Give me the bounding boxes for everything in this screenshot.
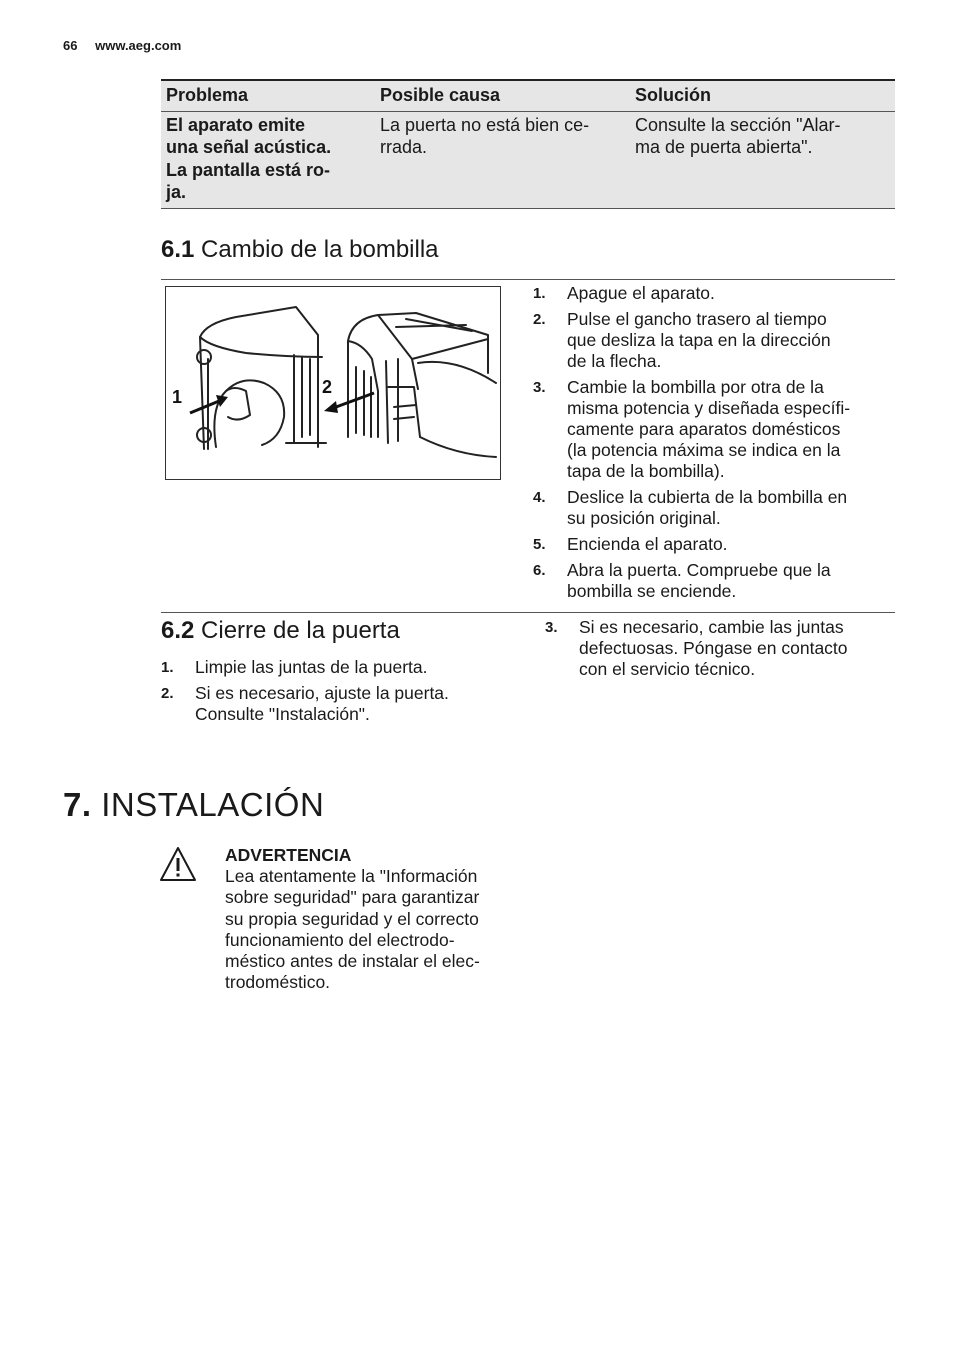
website-link[interactable]: www.aeg.com xyxy=(95,38,182,53)
section-divider xyxy=(161,279,895,280)
chapter-heading-installation: 7. INSTALACIÓN xyxy=(63,786,325,823)
column-header-cause: Posible causa xyxy=(375,80,630,111)
lamp-cover-drawing xyxy=(166,287,500,479)
list-item: 4. Deslice la cubierta de la bombilla en su posición original. xyxy=(533,487,848,528)
section-heading-6-2: 6.2 Cierre de la puerta xyxy=(161,617,400,644)
bulb-replacement-illustration xyxy=(165,286,501,480)
warning-icon xyxy=(158,845,198,888)
cell-problem: El aparato emite una señal acústica. La pantalla está ro- ja. xyxy=(161,111,375,208)
table-header-row xyxy=(161,80,895,111)
warning-title: ADVERTENCIA xyxy=(225,845,352,865)
list-item: 2. Si es necesario, ajuste la puerta. Consulte "Instalación". xyxy=(161,683,449,724)
bulb-steps-list xyxy=(533,283,885,607)
figure-label-1: 1 xyxy=(172,387,183,407)
list-item: 6. Abra la puerta. Compruebe que la bombilla se enciende. xyxy=(533,560,831,601)
list-item: 3. Si es necesario, cambie las juntas defectuosas. Póngase en contacto con el servicio técnico. xyxy=(545,617,848,679)
figure-label-2: 2 xyxy=(322,377,333,397)
troubleshooting-table xyxy=(161,79,895,209)
cell-cause: La puerta no está bien ce- rrada. xyxy=(375,111,630,208)
column-header-problem: Problema xyxy=(161,80,375,111)
list-item: 5. Encienda el aparato. xyxy=(533,534,728,554)
list-item: 1. Apague el aparato. xyxy=(533,283,715,303)
warning-text: Lea atentamente la "Información sobre seguridad" para garantizar su propia seguridad y el correcto funcionamiento del electrodo- méstico antes de instalar el elec- trodoméstico. xyxy=(225,866,480,993)
list-item: 3. Cambie la bombilla por otra de la misma potencia y diseñada específi- camente para aparatos domésticos (la potencia máxima se indica en la tapa de la bombilla). xyxy=(533,377,851,481)
list-item: 1. Limpie las juntas de la puerta. xyxy=(161,657,428,677)
cell-solution: Consulte la sección "Alar- ma de puerta abierta". xyxy=(630,111,895,208)
list-item: 2. Pulse el gancho trasero al tiempo que desliza la tapa en la dirección de la flecha. xyxy=(533,309,831,371)
page-number: 66 xyxy=(63,38,78,53)
section-heading-6-1: 6.1 Cambio de la bombilla xyxy=(161,236,439,263)
page-header xyxy=(63,38,181,53)
door-steps-list-left xyxy=(161,657,513,730)
door-steps-list-right xyxy=(545,617,890,685)
table-row xyxy=(161,111,895,208)
section-divider xyxy=(161,612,895,613)
column-header-solution: Solución xyxy=(630,80,895,111)
warning-block xyxy=(225,845,525,994)
